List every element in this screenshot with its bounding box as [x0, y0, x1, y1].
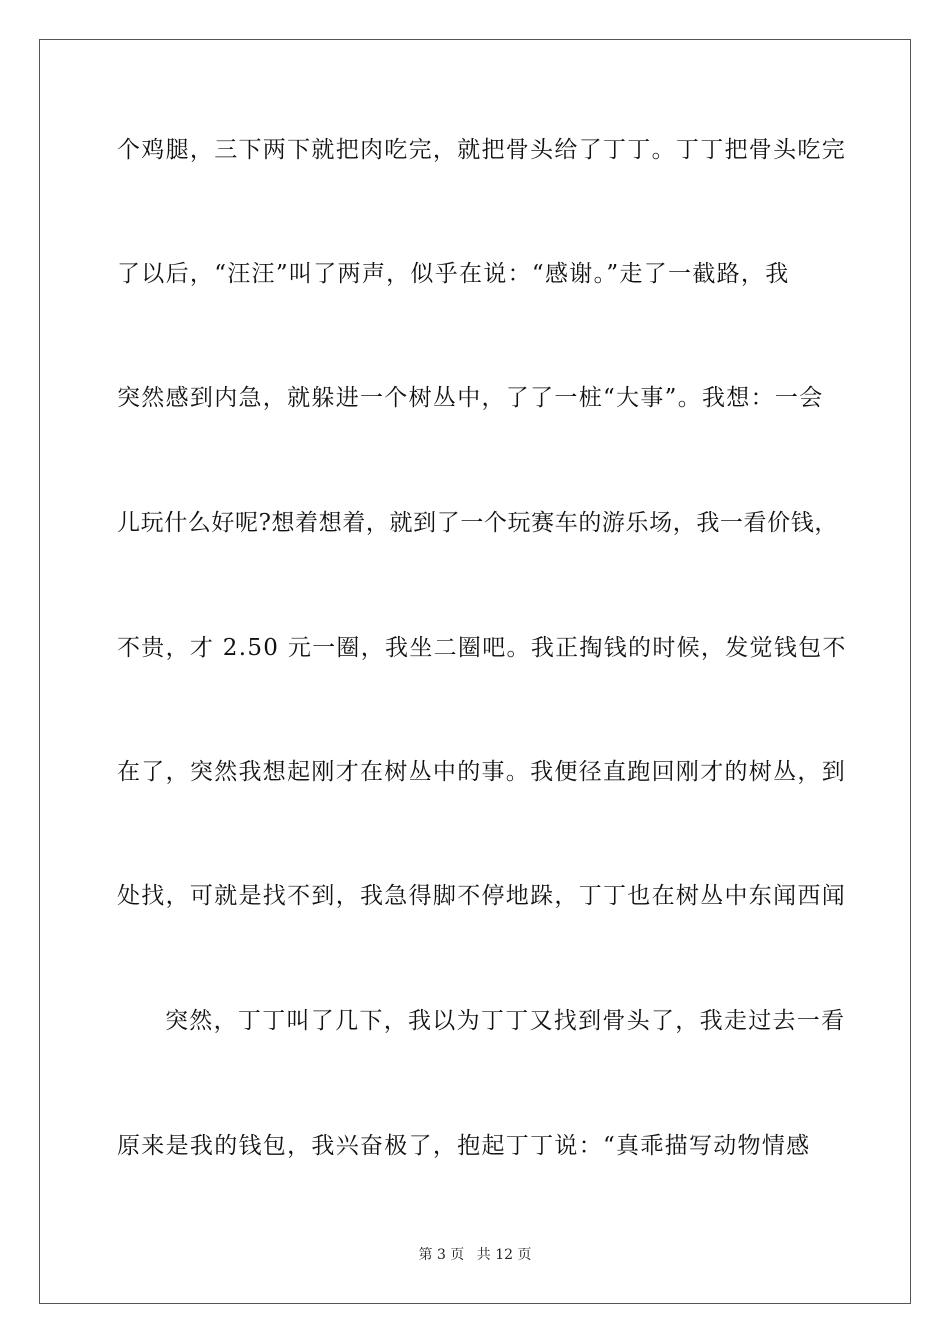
text-line-2: 了以后，“汪汪”叫了两声，似乎在说：“感谢。”走了一截路，我	[117, 261, 790, 287]
text-line-9: 原来是我的钱包，我兴奋极了，抱起丁丁说：“真乖描写动物情感	[117, 1133, 811, 1159]
total-page-count: 共 12 页	[476, 1247, 532, 1263]
text-line-6: 在了，突然我想起刚才在树丛中的事。我便径直跑回刚才的树丛，到	[117, 759, 846, 785]
text-line-5: 不贵，才 2.50 元一圈，我坐二圈吧。我正掏钱的时候，发觉钱包不	[117, 635, 847, 661]
text-line-7: 处找，可就是找不到，我急得脚不停地跺，丁丁也在树丛中东闻西闻	[117, 883, 846, 909]
page-footer	[0, 1246, 950, 1264]
current-page-number: 第 3 页	[418, 1247, 465, 1263]
text-line-4: 儿玩什么好呢?想着想着，就到了一个玩赛车的游乐场，我一看价钱，	[117, 510, 838, 536]
text-line-3: 突然感到内急，就躲进一个树丛中，了了一桩“大事”。我想：一会	[117, 385, 824, 411]
text-line-8-indented: 突然，丁丁叫了几下，我以为丁丁又找到骨头了，我走过去一看	[165, 1008, 846, 1034]
text-line-1: 个鸡腿，三下两下就把肉吃完，就把骨头给了丁丁。丁丁把骨头吃完	[117, 137, 846, 163]
page-border	[39, 39, 911, 1304]
